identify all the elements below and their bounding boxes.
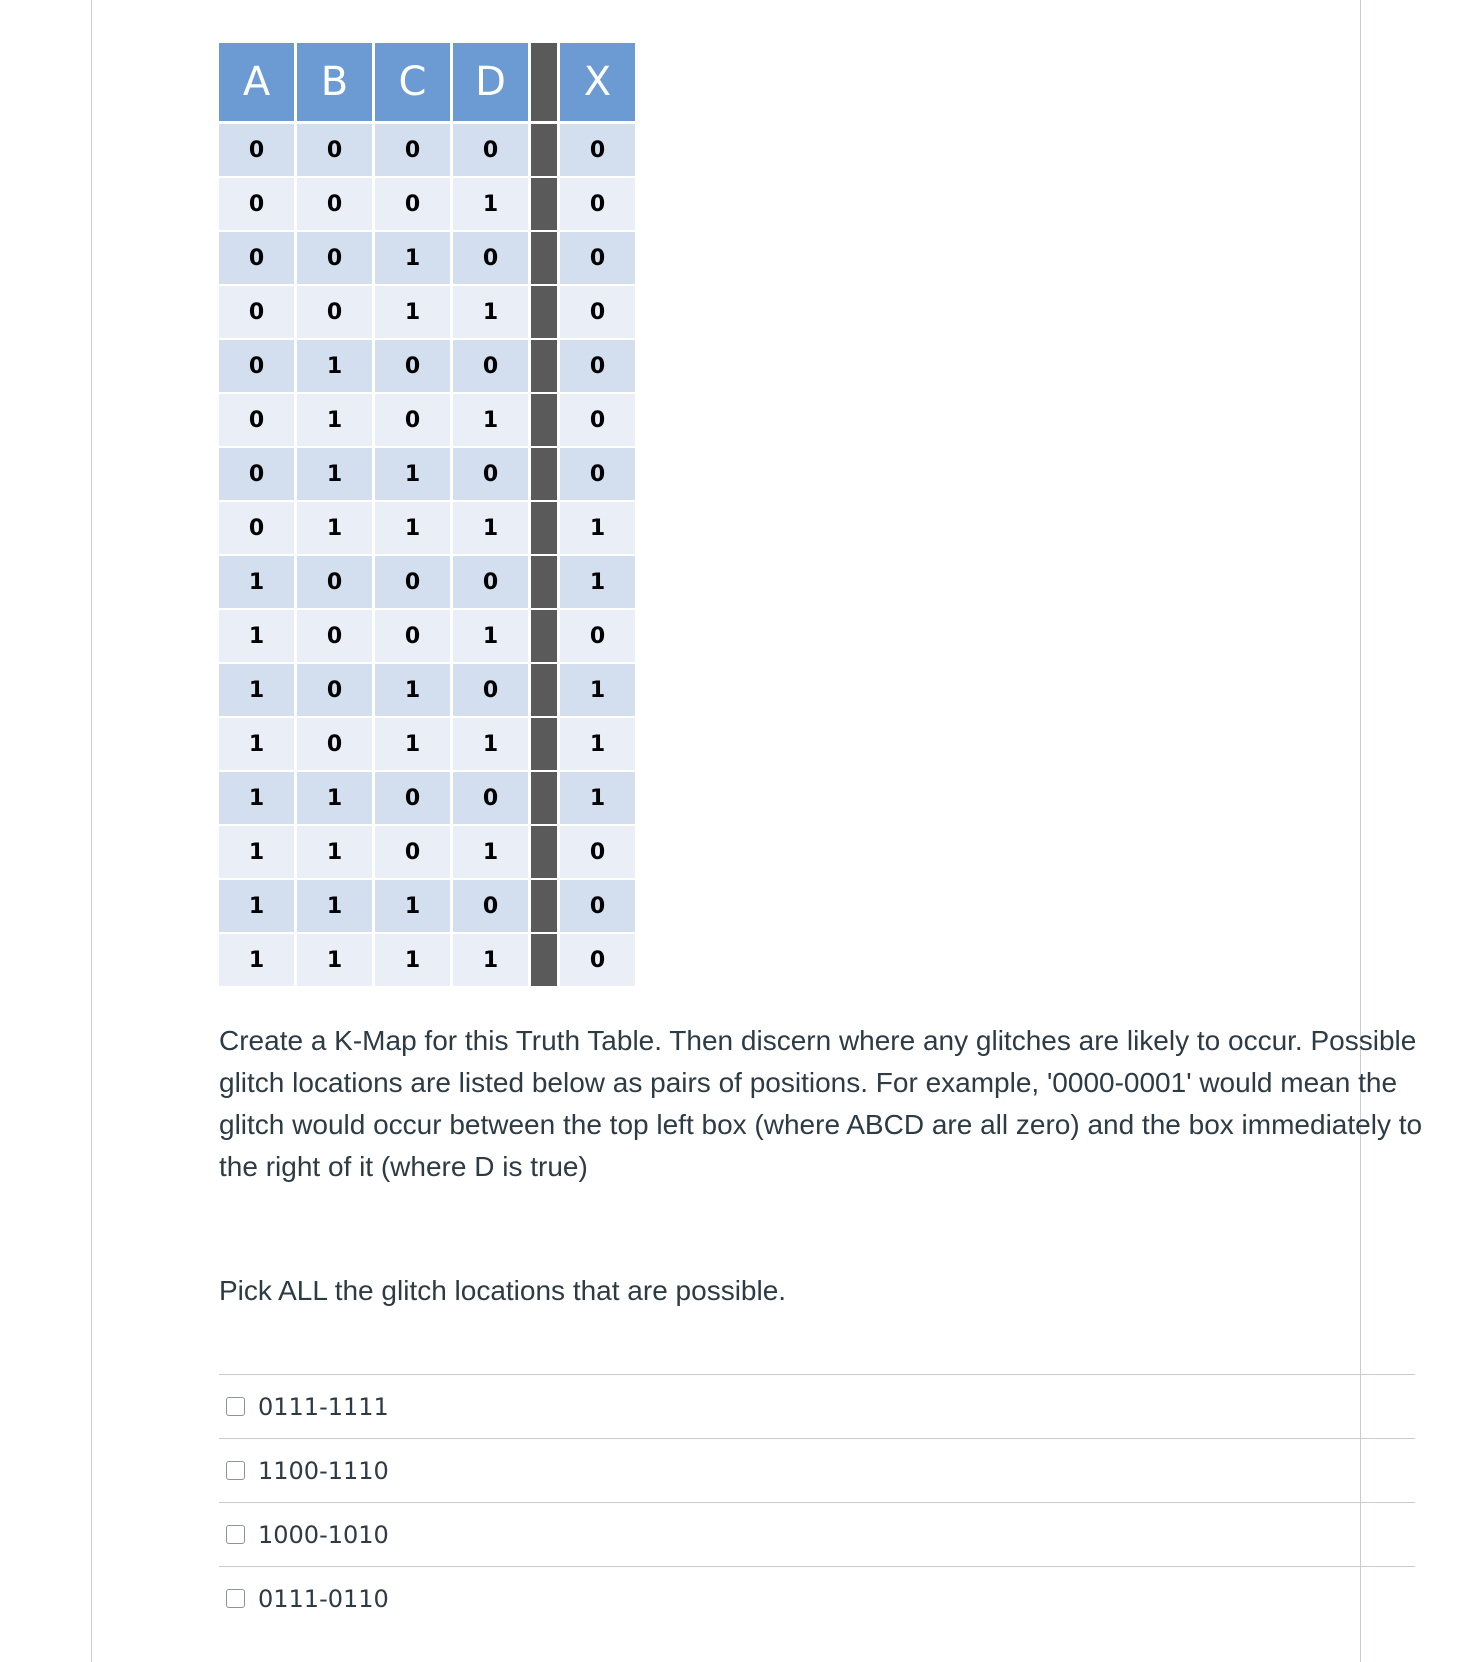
cell-x: 0 (560, 934, 635, 988)
question-panel (91, 0, 1423, 1662)
cell-b: 1 (297, 826, 375, 880)
cell-d: 1 (453, 286, 531, 340)
table-row (219, 178, 635, 232)
cell-b: 1 (297, 880, 375, 934)
cell-a: 1 (219, 826, 297, 880)
cell-d: 1 (453, 610, 531, 664)
answer-label[interactable]: 0111-0110 (258, 1584, 389, 1613)
cell-a: 0 (219, 502, 297, 556)
table-row (219, 124, 635, 178)
cell-x: 0 (560, 448, 635, 502)
cell-c: 0 (375, 610, 453, 664)
cell-a: 0 (219, 448, 297, 502)
column-separator (531, 718, 560, 772)
cell-d: 0 (453, 880, 531, 934)
cell-d: 0 (453, 772, 531, 826)
cell-d: 1 (453, 718, 531, 772)
table-row (219, 340, 635, 394)
cell-x: 1 (560, 664, 635, 718)
cell-c: 0 (375, 340, 453, 394)
cell-c: 1 (375, 502, 453, 556)
cell-a: 1 (219, 610, 297, 664)
cell-c: 1 (375, 286, 453, 340)
cell-d: 0 (453, 124, 531, 178)
cell-b: 0 (297, 124, 375, 178)
cell-b: 0 (297, 664, 375, 718)
cell-d: 0 (453, 232, 531, 286)
answer-option[interactable] (219, 1374, 1415, 1438)
cell-x: 0 (560, 340, 635, 394)
column-separator (531, 178, 560, 232)
cell-c: 1 (375, 880, 453, 934)
cell-b: 0 (297, 286, 375, 340)
cell-x: 0 (560, 124, 635, 178)
cell-a: 0 (219, 286, 297, 340)
cell-c: 1 (375, 664, 453, 718)
column-separator (531, 340, 560, 394)
answer-option[interactable] (219, 1566, 1415, 1630)
cell-a: 1 (219, 772, 297, 826)
cell-c: 0 (375, 124, 453, 178)
cell-d: 0 (453, 340, 531, 394)
header-x: X (560, 43, 635, 124)
table-row (219, 880, 635, 934)
cell-b: 1 (297, 340, 375, 394)
answer-option[interactable] (219, 1438, 1415, 1502)
answer-checkbox[interactable] (226, 1461, 245, 1480)
cell-a: 0 (219, 394, 297, 448)
cell-a: 1 (219, 664, 297, 718)
question-instruction: Pick ALL the glitch locations that are possible. (219, 1275, 787, 1306)
cell-c: 0 (375, 556, 453, 610)
cell-c: 1 (375, 718, 453, 772)
truth-table-header-row (219, 43, 635, 124)
cell-c: 0 (375, 772, 453, 826)
cell-d: 1 (453, 394, 531, 448)
header-a: A (219, 43, 297, 124)
cell-c: 0 (375, 826, 453, 880)
column-separator (531, 394, 560, 448)
table-row (219, 448, 635, 502)
cell-a: 1 (219, 718, 297, 772)
answer-label[interactable]: 1100-1110 (258, 1456, 389, 1485)
cell-x: 0 (560, 610, 635, 664)
cell-x: 1 (560, 718, 635, 772)
header-b: B (297, 43, 375, 124)
cell-b: 0 (297, 178, 375, 232)
table-row (219, 664, 635, 718)
cell-a: 0 (219, 178, 297, 232)
table-row (219, 394, 635, 448)
answer-option[interactable] (219, 1502, 1415, 1566)
table-row (219, 826, 635, 880)
answer-checkbox[interactable] (226, 1589, 245, 1608)
cell-d: 0 (453, 664, 531, 718)
cell-x: 0 (560, 178, 635, 232)
cell-x: 1 (560, 772, 635, 826)
truth-table (219, 43, 635, 988)
truth-table-body (219, 124, 635, 988)
table-row (219, 718, 635, 772)
cell-x: 1 (560, 502, 635, 556)
cell-d: 1 (453, 826, 531, 880)
cell-a: 0 (219, 232, 297, 286)
cell-b: 0 (297, 556, 375, 610)
answer-label[interactable]: 1000-1010 (258, 1520, 389, 1549)
column-separator (531, 934, 560, 988)
table-row (219, 286, 635, 340)
cell-c: 0 (375, 394, 453, 448)
cell-c: 1 (375, 934, 453, 988)
cell-b: 0 (297, 232, 375, 286)
cell-a: 1 (219, 556, 297, 610)
table-row (219, 232, 635, 286)
cell-b: 1 (297, 502, 375, 556)
cell-a: 0 (219, 124, 297, 178)
cell-b: 1 (297, 394, 375, 448)
header-c: C (375, 43, 453, 124)
cell-d: 1 (453, 502, 531, 556)
cell-d: 1 (453, 178, 531, 232)
cell-d: 0 (453, 448, 531, 502)
cell-b: 1 (297, 934, 375, 988)
column-separator (531, 880, 560, 934)
table-row (219, 610, 635, 664)
column-separator (531, 43, 560, 124)
column-separator (531, 772, 560, 826)
cell-b: 1 (297, 448, 375, 502)
column-separator (531, 124, 560, 178)
cell-x: 0 (560, 880, 635, 934)
cell-c: 1 (375, 232, 453, 286)
column-separator (531, 610, 560, 664)
answer-checkbox[interactable] (226, 1397, 245, 1416)
column-separator (531, 286, 560, 340)
table-row (219, 772, 635, 826)
column-separator (531, 232, 560, 286)
column-separator (531, 502, 560, 556)
column-separator (531, 556, 560, 610)
table-row (219, 934, 635, 988)
cell-a: 0 (219, 340, 297, 394)
question-text: Create a K-Map for this Truth Table. Then discern where any glitches are likely to occur. Possible glitch locations are listed below as pairs of positions. For example, '0000-0001' would mean the glitch would occur between the top left box (where ABCD are all zero) and the box immediately to the right of it (where D is true) (219, 1025, 1423, 1182)
cell-a: 1 (219, 934, 297, 988)
cell-a: 1 (219, 880, 297, 934)
table-row (219, 502, 635, 556)
answer-list (219, 1374, 1415, 1630)
cell-c: 0 (375, 178, 453, 232)
column-separator (531, 826, 560, 880)
cell-x: 0 (560, 286, 635, 340)
answer-label[interactable]: 0111-1111 (258, 1392, 389, 1421)
column-separator (531, 664, 560, 718)
cell-x: 0 (560, 394, 635, 448)
cell-b: 1 (297, 772, 375, 826)
cell-x: 0 (560, 826, 635, 880)
header-d: D (453, 43, 531, 124)
cell-c: 1 (375, 448, 453, 502)
cell-d: 0 (453, 556, 531, 610)
column-separator (531, 448, 560, 502)
cell-x: 1 (560, 556, 635, 610)
cell-x: 0 (560, 232, 635, 286)
cell-d: 1 (453, 934, 531, 988)
cell-b: 0 (297, 610, 375, 664)
answer-checkbox[interactable] (226, 1525, 245, 1544)
cell-b: 0 (297, 718, 375, 772)
table-row (219, 556, 635, 610)
